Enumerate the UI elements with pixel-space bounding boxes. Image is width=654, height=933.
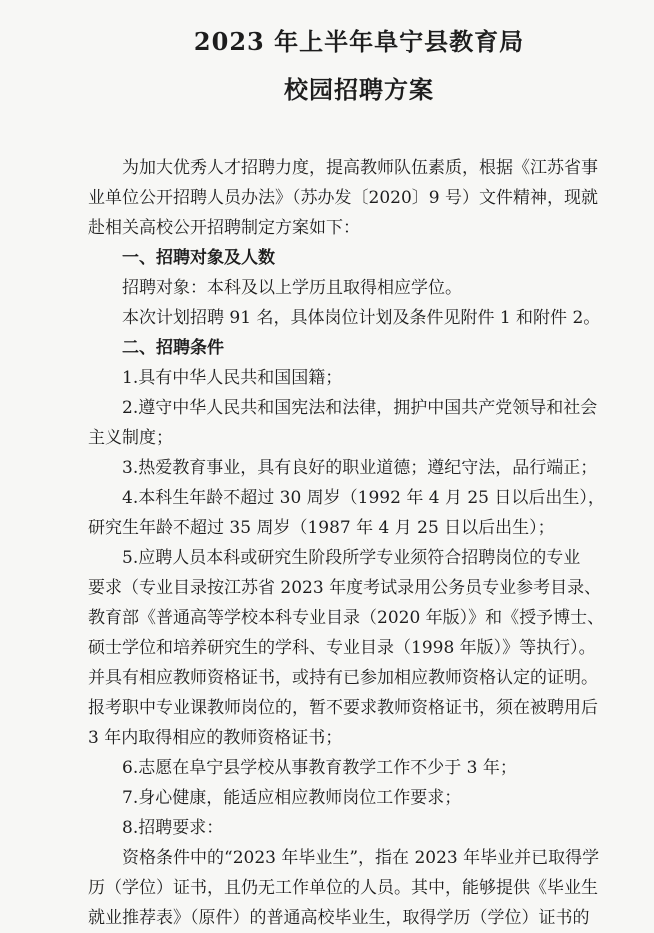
body-text-line: 6.志愿在阜宁县学校从事教育教学工作不少于 3 年； [122,758,517,778]
section-heading: 二、招聘条件 [122,338,224,358]
body-text-line: 硕士学位和培养研究生的学科、专业目录（1998 年版）》等执行）。 [88,638,596,658]
body-text-line: 要求（专业目录按江苏省 2023 年度考试录用公务员专业参考目录、 [88,578,602,598]
body-text-line: 主义制度； [88,428,173,448]
document-body [88,153,605,933]
body-text-line: 研究生年龄不超过 35 周岁（1987 年 4 月 25 日以后出生）； [88,518,555,538]
body-text-line: 本次计划招聘 91 名，具体岗位计划及条件见附件 1 和附件 2。 [122,308,601,328]
body-text-line: 7.身心健康，能适应相应教师岗位工作要求； [122,788,462,808]
section-heading: 一、招聘对象及人数 [122,248,275,268]
body-text-line: 5.应聘人员本科或研究生阶段所学专业须符合招聘岗位的专业 [122,548,581,568]
document-title-line-2: 校园招聘方案 [284,75,434,104]
document-title-line-1: 2023 年上半年阜宁县教育局 [193,27,525,56]
body-text-line: 3 年内取得相应的教师资格证书； [88,728,343,748]
body-text-line: 招聘对象：本科及以上学历且取得相应学位。 [122,278,462,298]
body-text-line: 8.招聘要求： [122,818,224,838]
body-text-line: 赴相关高校公开招聘制定方案如下： [88,218,360,238]
body-text-line: 1.具有中华人民共和国国籍； [122,368,343,388]
body-text-line: 3.热爱教育事业，具有良好的职业道德；遵纪守法，品行端正； [122,458,598,478]
body-text-line: 4.本科生年龄不超过 30 周岁（1992 年 4 月 25 日以后出生）， [122,488,605,508]
body-text-line: 教育部《普通高等学校本科专业目录（2020 年版）》和《授予博士、 [88,608,605,628]
body-text-line: 资格条件中的“2023 年毕业生”，指在 2023 年毕业并已取得学 [122,848,600,868]
body-text-line: 为加大优秀人才招聘力度，提高教师队伍素质，根据《江苏省事 [122,158,598,178]
body-text-line: 历（学位）证书，且仍无工作单位的人员。其中，能够提供《毕业生 [88,878,598,898]
body-text-line: 就业推荐表》（原件）的普通高校毕业生，取得学历（学位）证书的 [88,908,590,928]
body-text-line: 并具有相应教师资格证书，或持有已参加相应教师资格认定的证明。 [88,668,598,688]
body-text-line: 2.遵守中华人民共和国宪法和法律，拥护中国共产党领导和社会 [122,398,598,418]
body-text-line: 报考职中专业课教师岗位的，暂不要求教师资格证书，须在被聘用后 [88,698,598,718]
body-text-line: 业单位公开招聘人员办法》（苏办发〔2020〕9 号）文件精神，现就 [88,188,598,208]
